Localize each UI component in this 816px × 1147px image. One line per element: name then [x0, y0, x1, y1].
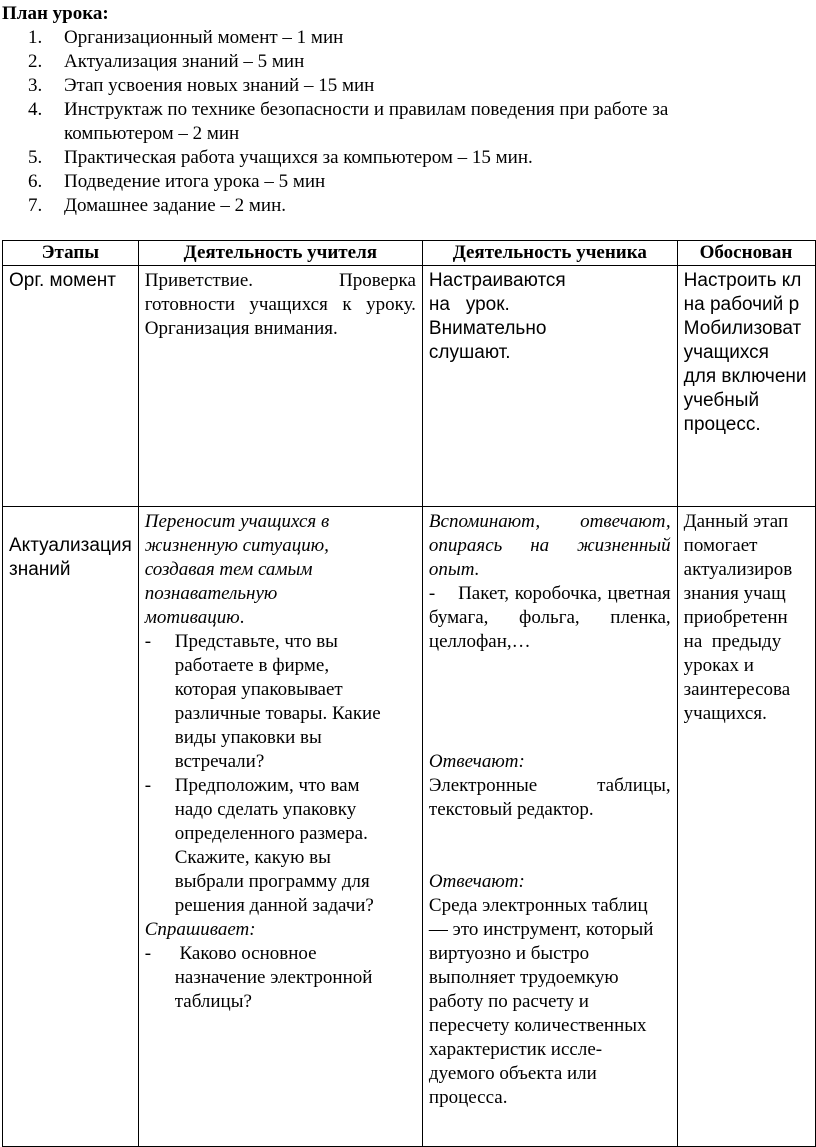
- lesson-table: [2, 240, 816, 1147]
- plan-list: [2, 26, 812, 218]
- table-header-row: [3, 241, 816, 266]
- table-row: [3, 266, 816, 507]
- header-teacher: Деятельность учителя: [138, 241, 422, 266]
- header-stages: Этапы: [3, 241, 139, 266]
- teacher-cell: Приветствие. Проверка готовности учащихся к уроку. Организация внимания.: [138, 266, 422, 507]
- teacher-cell: Переносит учащихся в жизненную ситуацию, создавая тем самым познавательную мотивацию. - Представьте, что вы работаете в фирме, которая упаковывает различные товары. Какие виды упаковки вы встречали? - Предположим, что вам надо сделать упаковку определенного размера. Скажите, какую вы выбрали программу для решения данной задачи? Спрашивает: - Каково основное назначение электронной таблицы?: [138, 507, 422, 1147]
- plan-item: 5. Практическая работа учащихся за компьютером – 15 мин.: [28, 147, 533, 168]
- reason-cell: Настроить кл на рабочий р Мобилизоват учащихся для включени учебный процесс.: [677, 266, 815, 507]
- plan-item: 2. Актуализация знаний – 5 мин: [28, 51, 305, 72]
- list-item: - Представьте, что вы работаете в фирме, которая упаковывает различные товары. Какие виды упаковки вы встречали?: [144, 631, 381, 772]
- plan-item: 1. Организационный момент – 1 мин: [28, 27, 344, 48]
- plan-item: 3. Этап усвоения новых знаний – 15 мин: [28, 75, 375, 96]
- plan-item: 7. Домашнее задание – 2 мин.: [28, 195, 287, 216]
- plan-title: План урока:: [2, 3, 109, 24]
- header-reason: Обоснован: [677, 241, 815, 266]
- stage-cell: Актуализация знаний: [3, 507, 139, 1147]
- list-item: - Предположим, что вам надо сделать упаковку определенного размера. Скажите, какую вы выбрали программу для решения данной задачи?: [144, 775, 374, 916]
- lesson-plan: [2, 0, 812, 218]
- stage-cell: Орг. момент: [3, 266, 139, 507]
- header-student: Деятельность ученика: [422, 241, 677, 266]
- reason-cell: Данный этап помогает актуализиров знания учащ приобретенн на предыду уроках и заинтересова учащихся.: [677, 507, 815, 1147]
- plan-item: 6. Подведение итога урока – 5 мин: [28, 171, 326, 192]
- student-cell: Вспоминают, отвечают, опираясь на жизненный опыт. - Пакет, коробочка, цветная бумага, фольга, пленка, целлофан,… Отвечают: Электронные таблицы, текстовый редактор. Отвечают: Среда электронных таблиц — это инструмент, который виртуозно и быстро выполняет трудоемкую работу по расчету и пересчету количественных характеристик иссле-дуемого объекта или процесса.: [422, 507, 677, 1147]
- student-cell: Настраиваются на урок. Внимательно слушают.: [422, 266, 677, 507]
- plan-item: 4. Инструктаж по технике безопасности и правилам поведения при работе за компьютером – 2 мин: [28, 99, 669, 144]
- table-row: [3, 507, 816, 1147]
- list-item: - Каково основное назначение электронной таблицы?: [144, 943, 378, 1012]
